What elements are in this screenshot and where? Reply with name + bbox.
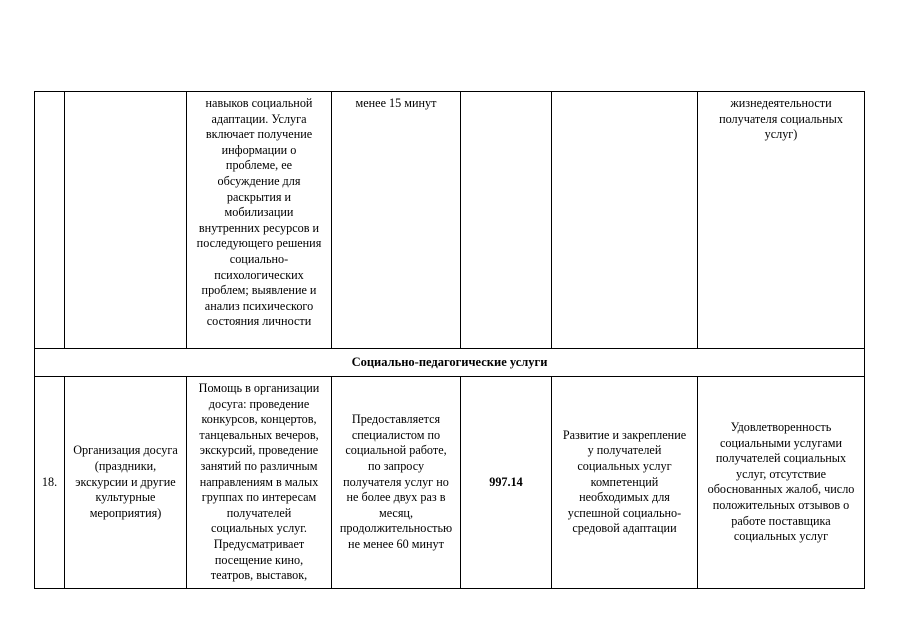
- cell-service-name: Организация досуга (праздники, экскурсии и другие культурные мероприятия): [65, 377, 187, 589]
- cell-service-terms: Предоставляется специалистом по социальной работе, по запросу получателя услуг но не более двух раз в месяц, продолжительностью не менее 60 минут: [332, 377, 461, 589]
- cell-service-description: навыков социальной адаптации. Услуга включает получение информации о проблеме, ее обсуждение для раскрытия и мобилизации внутренних ресурсов и последующего решения социально- психологических проблем; выявление и анализ психического состояния личности: [187, 92, 332, 349]
- cell-tariff: [461, 92, 552, 349]
- cell-service-name: [65, 92, 187, 349]
- section-header-row: [35, 349, 865, 377]
- cell-evaluation-conditions: Удовлетворенность социальными услугами получателей социальных услуг, отсутствие обоснованных жалоб, число положительных отзывов о работе поставщика социальных услуг: [698, 377, 865, 589]
- cell-service-terms: менее 15 минут: [332, 92, 461, 349]
- services-table: [34, 91, 865, 589]
- table-row-continuation: [35, 92, 865, 349]
- cell-quality-indicators: Развитие и закрепление у получателей социальных услуг компетенций необходимых для успешной социально- средовой адаптации: [552, 377, 698, 589]
- table-row-service-18: [35, 377, 865, 589]
- cell-quality-indicators: [552, 92, 698, 349]
- cell-number: [35, 92, 65, 349]
- cell-service-description: Помощь в организации досуга: проведение конкурсов, концертов, танцевальных вечеров, экскурсий, проведение занятий по различным направлениям в малых группах по интересам получателей социальных услуг. Предусматривает посещение кино, театров, выставок,: [187, 377, 332, 589]
- section-title: Социально-педагогические услуги: [35, 349, 865, 377]
- cell-tariff: 997.14: [461, 377, 552, 589]
- cell-evaluation-conditions: жизнедеятельности получателя социальных услуг): [698, 92, 865, 349]
- cell-number: 18.: [35, 377, 65, 589]
